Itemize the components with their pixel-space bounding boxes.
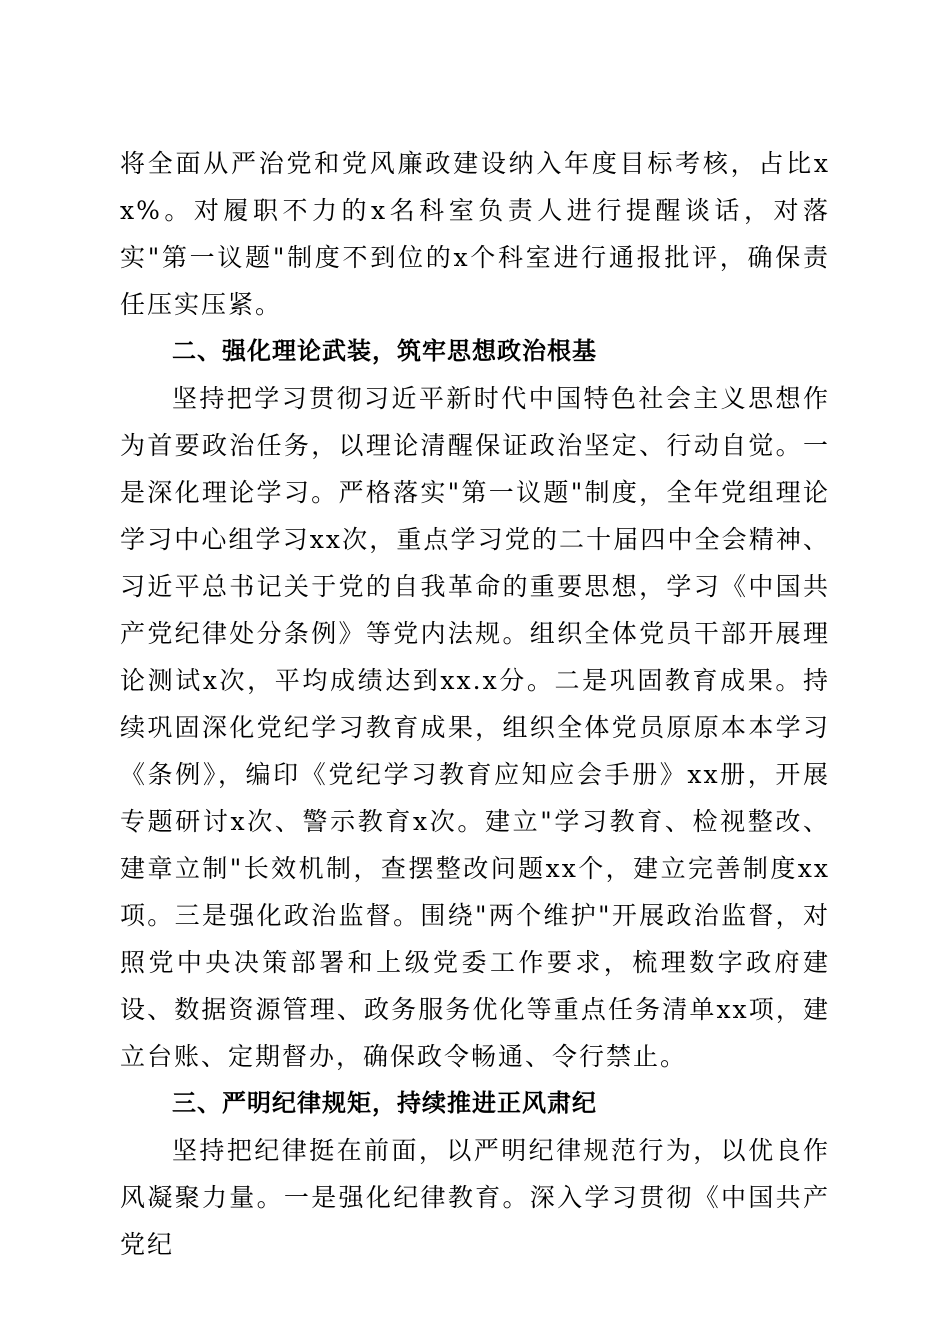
paragraph-continuation: 将全面从严治党和党风廉政建设纳入年度目标考核，占比xx%。对履职不力的x名科室负责人进行提醒谈话，对落实"第一议题"制度不到位的x个科室进行通报批评，确保责任压实压紧。	[120, 149, 830, 319]
section-heading-3: 三、严明纪律规矩，持续推进正风肃纪	[172, 1089, 597, 1117]
paragraph-discipline: 坚持把纪律挺在前面，以严明纪律规范行为，以优良作风凝聚力量。一是强化纪律教育。深入学习贯彻《中国共产党纪	[120, 1136, 830, 1259]
paragraph-theory-study: 坚持把学习贯彻习近平新时代中国特色社会主义思想作为首要政治任务，以理论清醒保证政治坚定、行动自觉。一是深化理论学习。严格落实"第一议题"制度，全年党组理论学习中心组学习xx次，重点学习党的二十届四中全会精神、习近平总书记关于党的自我革命的重要思想，学习《中国共产党纪律处分条例》等党内法规。组织全体党员干部开展理论测试x次，平均成绩达到xx.x分。二是巩固教育成果。持续巩固深化党纪学习教育成果，组织全体党员原原本本学习《条例》，编印《党纪学习教育应知应会手册》xx册，开展专题研讨x次、警示教育x次。建立"学习教育、检视整改、建章立制"长效机制，查摆整改问题xx个，建立完善制度xx项。三是强化政治监督。围绕"两个维护"开展政治监督，对照党中央决策部署和上级党委工作要求，梳理数字政府建设、数据资源管理、政务服务优化等重点任务清单xx项，建立台账、定期督办，确保政令畅通、令行禁止。	[120, 384, 830, 1071]
document-body	[120, 140, 830, 1268]
section-heading-2: 二、强化理论武装，筑牢思想政治根基	[172, 337, 597, 365]
